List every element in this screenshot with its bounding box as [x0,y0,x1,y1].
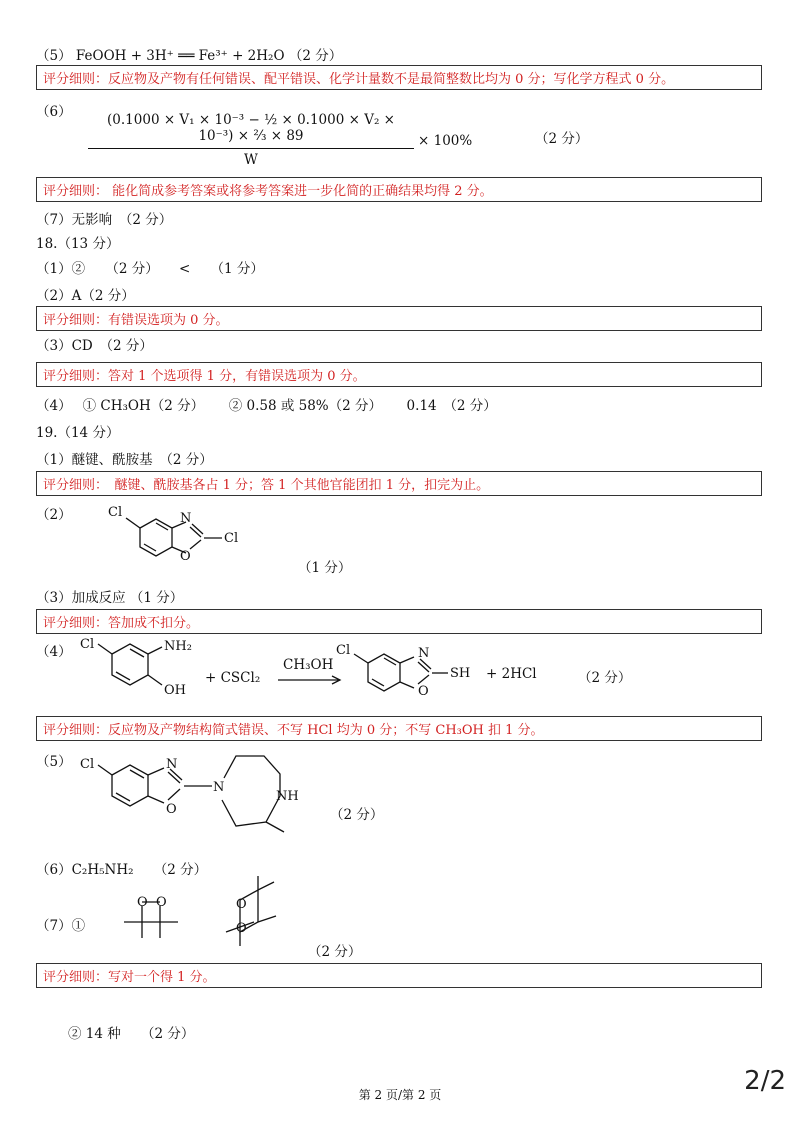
q6-label: （6） [36,104,72,120]
q6-suffix: × 100% [418,133,473,149]
q19-title: 19.（14 分） [36,425,120,441]
page-footer: 第 2 页/第 2 页 [358,1088,442,1102]
q7-line: （7）无影响 （2 分） [36,212,173,228]
q19-p3: （3）加成反应 （1 分） [36,590,184,606]
atom-n: N [213,780,225,795]
q19-p2-label: （2） [36,507,72,523]
q19-p4-label: （4） [36,644,72,660]
atom-o: O [156,895,167,910]
q19-p4-solvent: CH₃OH [283,657,334,673]
q19-p7b: ② 14 种 （2 分） [68,1026,195,1042]
atom-o: O [236,921,247,936]
q19-p4-product: + 2HCl [486,666,537,682]
q18-p4: （4） ① CH₃OH（2 分） ② 0.58 或 58%（2 分） 0.14 （2 分） [36,398,497,414]
q19-p5-label: （5） [36,754,72,770]
q19-p4-score: （2 分） [578,670,632,686]
atom-o: O [418,684,429,699]
atom-cl: Cl [80,757,95,772]
rule-box-19-3: 评分细则：答加成不扣分。 [36,609,762,634]
atom-o: O [180,549,191,564]
atom-cl: Cl [224,531,239,546]
rule-box-18-3: 评分细则：答对 1 个选项得 1 分，有错误选项为 0 分。 [36,362,762,387]
q19-p7-score: （2 分） [308,944,362,960]
atom-nh: NH [276,789,299,804]
q18-title: 18.（13 分） [36,236,120,252]
q19-p6: （6）C₂H₅NH₂ （2 分） [36,862,208,878]
rule-box-19-7: 评分细则：写对一个得 1 分。 [36,963,762,988]
atom-cl: Cl [80,637,95,652]
q5-equation: FeOOH + 3H⁺ ══ Fe³⁺ + 2H₂O [75,48,285,64]
atom-oh: OH [164,683,186,698]
q19-p4-plus: + CSCl₂ [205,670,261,686]
rule-box-18-2: 评分细则：有错误选项为 0 分。 [36,306,762,331]
atom-o: O [236,897,247,912]
atom-o: O [166,802,177,817]
atom-n: N [166,757,178,772]
q6-denominator: W [88,148,414,168]
rule-box-5: 评分细则：反应物及产物有任何错误、配平错误、化学计量数不是最简整数比均为 0 分；写化学方程式 0 分。 [36,65,762,90]
q19-p2-score: （1 分） [298,560,352,576]
atom-sh: SH [450,666,471,681]
rule-box-19-4: 评分细则：反应物及产物结构简式错误、不写 HCl 均为 0 分；不写 CH₃OH 扣 1 分。 [36,716,762,741]
atom-n: N [180,511,192,526]
page-indicator: 2/2 [744,1066,786,1096]
atom-o: O [137,895,148,910]
atom-cl: Cl [336,643,351,658]
q6-numerator: (0.1000 × V₁ × 10⁻³ − ½ × 0.1000 × V₂ × 10⁻³) × ⅔ × 89 [107,112,395,144]
q19-p5-score: （2 分） [330,807,384,823]
rule-box-6: 评分细则： 能化简成参考答案或将参考答案进一步化简的正确结果均得 2 分。 [36,177,762,202]
q6-score: （2 分） [535,131,589,147]
q18-p1: （1）② （2 分） < （1 分） [36,261,264,277]
atom-n: N [418,646,430,661]
q18-p3: （3）CD （2 分） [36,338,153,354]
atom-nh2: NH₂ [164,639,192,654]
q19-p7-label: （7）① [36,918,86,934]
q18-p2: （2）A（2 分） [36,288,135,304]
rule-box-19-1: 评分细则： 醚键、酰胺基各占 1 分；答 1 个其他官能团扣 1 分，扣完为止。 [36,471,762,496]
q19-p1: （1）醚键、酰胺基 （2 分） [36,452,213,468]
atom-cl: Cl [108,505,123,520]
q5-line: （5） FeOOH + 3H⁺ ══ Fe³⁺ + 2H₂O （2 分） [36,48,343,64]
